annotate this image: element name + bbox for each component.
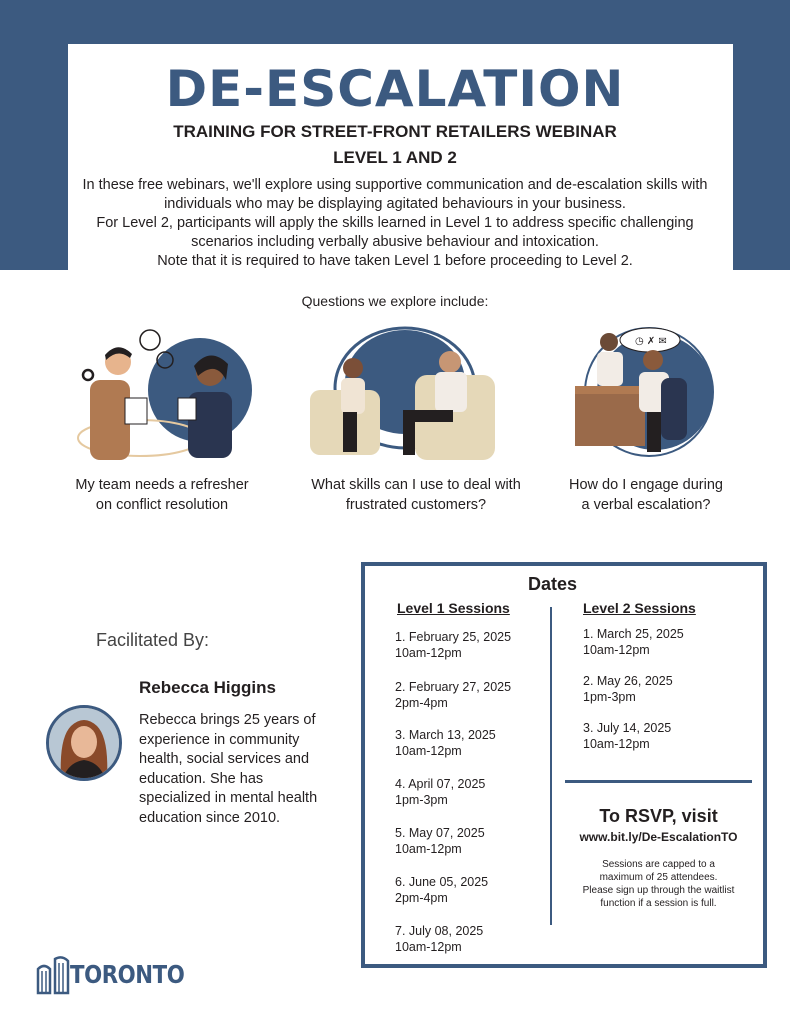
intro-line: individuals who may be displaying agitated behaviours in your business. (164, 196, 626, 212)
caption-line: My team needs a refresher (75, 477, 249, 493)
level-subtitle: LEVEL 1 AND 2 (333, 148, 457, 167)
level1-session (395, 776, 485, 808)
note-line: Please sign up through the waitlist (582, 885, 735, 896)
caption-line: a verbal escalation? (581, 497, 711, 513)
facilitator-name: Rebecca Higgins (139, 678, 276, 697)
rsvp-divider (565, 780, 752, 783)
svg-text:◷ ✗ ✉: ◷ ✗ ✉ (635, 336, 667, 347)
session-date: 1. February 25, 2025 (395, 630, 512, 644)
session-date: 4. April 07, 2025 (395, 777, 486, 791)
caption-line: How do I engage during (569, 477, 723, 493)
session-time: 1pm-3pm (583, 690, 636, 704)
intro-line: scenarios including verbally abusive behaviour and intoxication. (191, 234, 599, 250)
facilitator-photo (49, 708, 119, 778)
level1-session (395, 923, 483, 955)
session-date: 5. May 07, 2025 (395, 826, 485, 840)
verbal-escalation-illustration (565, 320, 725, 470)
questions-heading: Questions we explore include: (301, 293, 489, 309)
session-date: 2. May 26, 2025 (583, 674, 673, 688)
intro-line: For Level 2, participants will apply the skills learned in Level 1 to address specific challenging (96, 215, 694, 231)
facilitator-bio (139, 711, 339, 828)
level1-session (395, 874, 488, 906)
note-line: maximum of 25 attendees. (599, 872, 718, 883)
toronto-city-hall-icon (36, 955, 70, 995)
bio-line: education since 2010. (139, 809, 281, 826)
level1-session (395, 727, 496, 759)
level1-heading: Level 1 Sessions (397, 600, 510, 616)
bio-line: education. She has (139, 770, 264, 787)
session-time: 2pm-4pm (395, 891, 448, 905)
level2-session (583, 673, 673, 705)
customer-conversation-illustration (305, 320, 505, 470)
facilitated-by-heading: Facilitated By: (96, 630, 210, 650)
session-time: 10am-12pm (395, 940, 462, 954)
level1-session (395, 825, 485, 857)
session-date: 7. July 08, 2025 (395, 924, 484, 938)
subtitle: TRAINING FOR STREET-FRONT RETAILERS WEBINAR (173, 122, 617, 141)
intro-line: Note that it is required to have taken Level 1 before proceeding to Level 2. (157, 253, 633, 269)
question-caption (37, 475, 287, 515)
note-line: function if a session is full. (600, 898, 717, 909)
rsvp-note (565, 858, 752, 910)
rsvp-title: To RSVP, visit (599, 806, 718, 826)
bio-line: specialized in mental health (139, 790, 318, 806)
caption-line: frustrated customers? (345, 497, 487, 513)
session-date: 3. March 13, 2025 (395, 728, 496, 742)
level2-session (583, 720, 671, 752)
session-date: 6. June 05, 2025 (395, 875, 489, 889)
dates-title: Dates (527, 574, 578, 594)
session-date: 1. March 25, 2025 (583, 627, 684, 641)
session-time: 1pm-3pm (395, 793, 448, 807)
toronto-logo-text: TORONTO (70, 960, 185, 989)
bio-line: experience in community (139, 731, 300, 748)
level2-heading: Level 2 Sessions (583, 600, 696, 616)
column-divider (550, 607, 552, 925)
session-date: 2. February 27, 2025 (395, 680, 512, 694)
session-time: 10am-12pm (395, 646, 462, 660)
session-time: 10am-12pm (395, 744, 462, 758)
question-caption (291, 475, 541, 515)
avatar (46, 705, 122, 781)
session-time: 10am-12pm (583, 643, 650, 657)
rsvp-link[interactable]: www.bit.ly/De-EscalationTO (579, 830, 738, 844)
question-caption (521, 475, 771, 515)
note-line: Sessions are capped to a (602, 859, 715, 870)
intro-paragraph (60, 176, 730, 271)
session-date: 3. July 14, 2025 (583, 721, 672, 735)
page-title: DE-ESCALATION (165, 60, 625, 118)
session-time: 10am-12pm (583, 737, 650, 751)
session-time: 2pm-4pm (395, 696, 448, 710)
level1-session (395, 679, 511, 711)
session-time: 10am-12pm (395, 842, 462, 856)
conflict-resolution-illustration (70, 320, 270, 470)
bio-line: health, social services and (139, 751, 310, 767)
level1-session (395, 629, 511, 661)
caption-line: on conflict resolution (95, 497, 229, 513)
bio-line: Rebecca brings 25 years of (139, 712, 316, 728)
level2-session (583, 626, 684, 658)
caption-line: What skills can I use to deal with (311, 477, 521, 493)
intro-line: In these free webinars, we'll explore using supportive communication and de-escalation skills with (82, 177, 708, 193)
